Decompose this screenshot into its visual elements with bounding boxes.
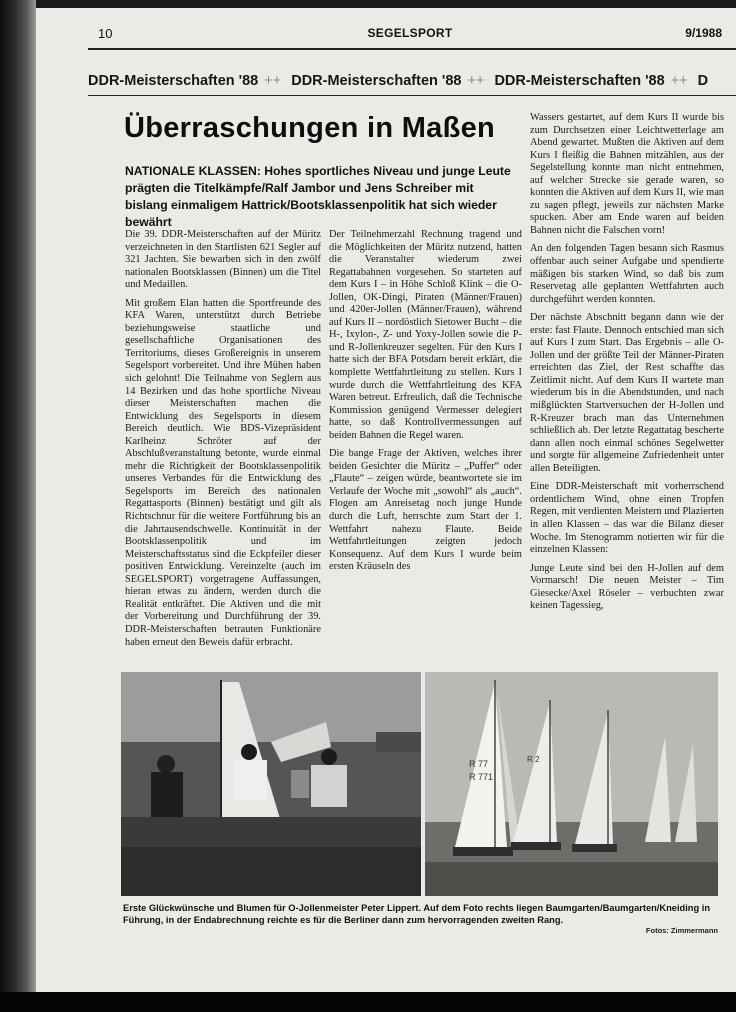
book-spine — [0, 0, 36, 1012]
text-column-2 — [329, 229, 522, 580]
paragraph: Mit großem Elan hatten die Sportfreunde des KFA Waren, unterstützt durch Betriebe beziehungsweise staatliche und gesellschaftliche Organisationen des Territoriums, dieses Großereignis in unserem Segelsport vorbereitet. Und ihre Mühen haben sich gelohnt! Die Teilnahme von Seglern aus 14 Bezirken und das hohe sportliche Niveau dieser Meisterschaften machen die Entwicklung des Segelsports in diesem Bereich deutlich. Wie BDS-Vizepräsident Karlheinz Schröter auf der Abschlußveranstaltung betonte, wurde einmal mehr die Richtigkeit der Bootsklassenpolitik unseres Verbandes für die Entwicklung des Segelsports im Bereich des nationalen Regattasports (Binnen) bestätigt und gilt als Richtschnur für die weitere Fortführung bis an die Jahrtausendschwelle. Kontinuität in der Bootsklassenpolitik und im Meisterschaftsstatus sind die Eckpfeiler dieser positiven Entwicklung. Vereinzelte (auch im SEGELSPORT) vorgetragene Auffassungen, hieran etwas zu ändern, werden durch die Realität entkräftet. Die Aktiven und die mit der Vorbereitung und Durchführung der 39. DDR-Meisterschaften betrauten Funktionäre haben erneut den Beweis dafür erbracht. — [125, 297, 321, 648]
running-header — [98, 26, 722, 44]
banner-item: DDR-Meisterschaften '88 — [291, 73, 462, 89]
paragraph: Wassers gestartet, auf dem Kurs II wurde bis zum Durchsetzen einer Leichtwetterlage am Abend gewartet. Mußten die Aktiven auf dem Kurs I fleißig die Bahnen mitzählen, aus der Segelstellung konnte man nicht entnehmen, auf welcher Strecke sie gerade waren, so konnten die Aktiven auf dem Kurs II, wie man zu sagen pflegt, jeweils zur nächsten Marke spucken. Aber am Ende waren auf beiden Bahnen nicht die Falschen vorn! — [530, 112, 724, 236]
magazine-name: SEGELSPORT — [367, 26, 453, 40]
paragraph: Der nächste Abschnitt begann dann wie der erste: fast Flaute. Dennoch entschied man sich auf Kurs I zum Start. Das Ergebnis – alle O-Jollen und der größte Teil der Männer-Piraten erreichten das Ziel, der Rest schaffte das Zeitlimit nicht. Auf dem Kurs II wartete man wiederum bis in die Abendstunden, und nach mißglückten Startversuchen der H-Jollen und R-Kreuzer brach man das Unternehmen schließlich ab. Der letzte Regattatag bescherte dann allen noch einmal schönes Segelwetter und sorgte für allgemeine Zufriedenheit unter allen Beteiligten. — [530, 312, 724, 474]
photo-caption: Erste Glückwünsche und Blumen für O-Jollenmeister Peter Lippert. Auf dem Foto rechts liegen Baumgarten/Baumgarten/Kneiding in Führung, in der Endabrechnung reichte es für die Berliner dann zum hervorragenden zweiten Rang. — [123, 903, 711, 925]
banner-separator: ++ — [264, 73, 282, 89]
article-deck: NATIONALE KLASSEN: Hohes sportliches Niveau und junge Leute prägten die Titelkämpfe/Ralf Jambor und Jens Schreiber mit bislang einmaligem Hattrick/Bootsklassenpolitik hat sich wieder bewährt — [125, 164, 511, 229]
header-rule — [88, 48, 736, 50]
banner-item: DDR-Meisterschaften '88 — [88, 73, 259, 89]
text-column-3 — [530, 112, 724, 619]
photo-dinghy-congratulations — [121, 672, 421, 896]
scan-bottom-edge — [0, 992, 736, 1012]
sail-number: R 2 — [527, 755, 540, 764]
text-column-1 — [125, 229, 321, 655]
banner-trailing: D — [697, 73, 709, 89]
photo-credit: Fotos: Zimmermann — [645, 926, 718, 935]
paragraph: Junge Leute sind bei den H-Jollen auf dem Vormarsch! Die neuen Meister – Tim Giesecke/Axel Röseler – verbuchten zwar keinen Tagessieg, — [530, 562, 724, 612]
paragraph: Die 39. DDR-Meisterschaften auf der Müritz verzeichneten in den Startlisten 621 Segler auf 321 Jachten. Sie bewarben sich in den zwölf nationalen Bootsklassen (Binnen) um die Titel und Medaillen. — [125, 229, 321, 291]
photo-regatta-sails — [425, 672, 718, 896]
photo-regatta-illustration — [425, 672, 718, 896]
banner-separator: ++ — [670, 73, 688, 89]
paragraph: Die bange Frage der Aktiven, welches ihrer beiden Gesichter die Müritz – „Puffer“ oder „Flaute“ – zeigen würde, beantwortete sie im Verlaufe der Woche mit „sowohl“ als „auch“. Flogen am Anreisetag noch junge Hunde durch die Luft, herrschte zum Start der 1. Wettfahrt nahezu Flaute. Beide Wettfahrtleitungen zeigten jedoch Konsequenz. Auf dem Kurs I wurde beim ersten Kräuseln des — [329, 448, 522, 573]
paragraph: An den folgenden Tagen besann sich Rasmus offenbar auch seiner Aufgabe und spendierte mäßigen bis starken Wind, so daß bis zum Reservetag alle geplanten Wettfahrten auch durchgeführt werden konnten. — [530, 243, 724, 305]
paragraph: Eine DDR-Meisterschaft mit vorherrschend ordentlichem Wind, ohne einen Tropfen Regen, mit verdienten Meistern und Plazierten in allen Klassen – das war die Bilanz dieser Woche. Im Stenogramm notierten wir für die einzelnen Klassen: — [530, 481, 724, 556]
issue-number: 9/1988 — [685, 26, 722, 40]
sail-number: R 77 — [469, 759, 489, 769]
sail-number: R 771 — [469, 772, 494, 782]
banner-item: DDR-Meisterschaften '88 — [494, 73, 665, 89]
article-headline: Überraschungen in Maßen — [124, 112, 496, 144]
banner-separator: ++ — [467, 73, 485, 89]
banner-rule — [88, 95, 736, 96]
page-number: 10 — [98, 26, 113, 41]
section-banner — [88, 73, 736, 93]
paragraph: Der Teilnehmerzahl Rechnung tragend und die Möglichkeiten der Müritz nutzend, hatten die Veranstalter wiederum zwei Regattabahnen vorgesehen. So starteten auf dem Kurs I – in Höhe Schloß Klink – die O-Jollen, OK-Dingi, Piraten (Männer/Frauen) und 420er-Jollen (Männer/Frauen), während auf Kurs II – nordöstlich Sietower Bucht – die H-, Ixylon-, Z- und Yoxy-Jollen sowie die P- und R-Jollenkreuzer segelten. Für den Kurs I hatte sich der BFA Potsdam bereit erklärt, die komplette Wettfahrtleitung zu stellen. Kurs I wurde durch die Wettfahrtleitung des KFA Waren betreut. Erfreulich, daß die Technische Kommission genügend Vermesser delegiert hatte, so daß Kontrollvermessungen auf beiden Bahnen die Regel waren. — [329, 229, 522, 441]
photo-dinghy-illustration — [121, 672, 421, 896]
